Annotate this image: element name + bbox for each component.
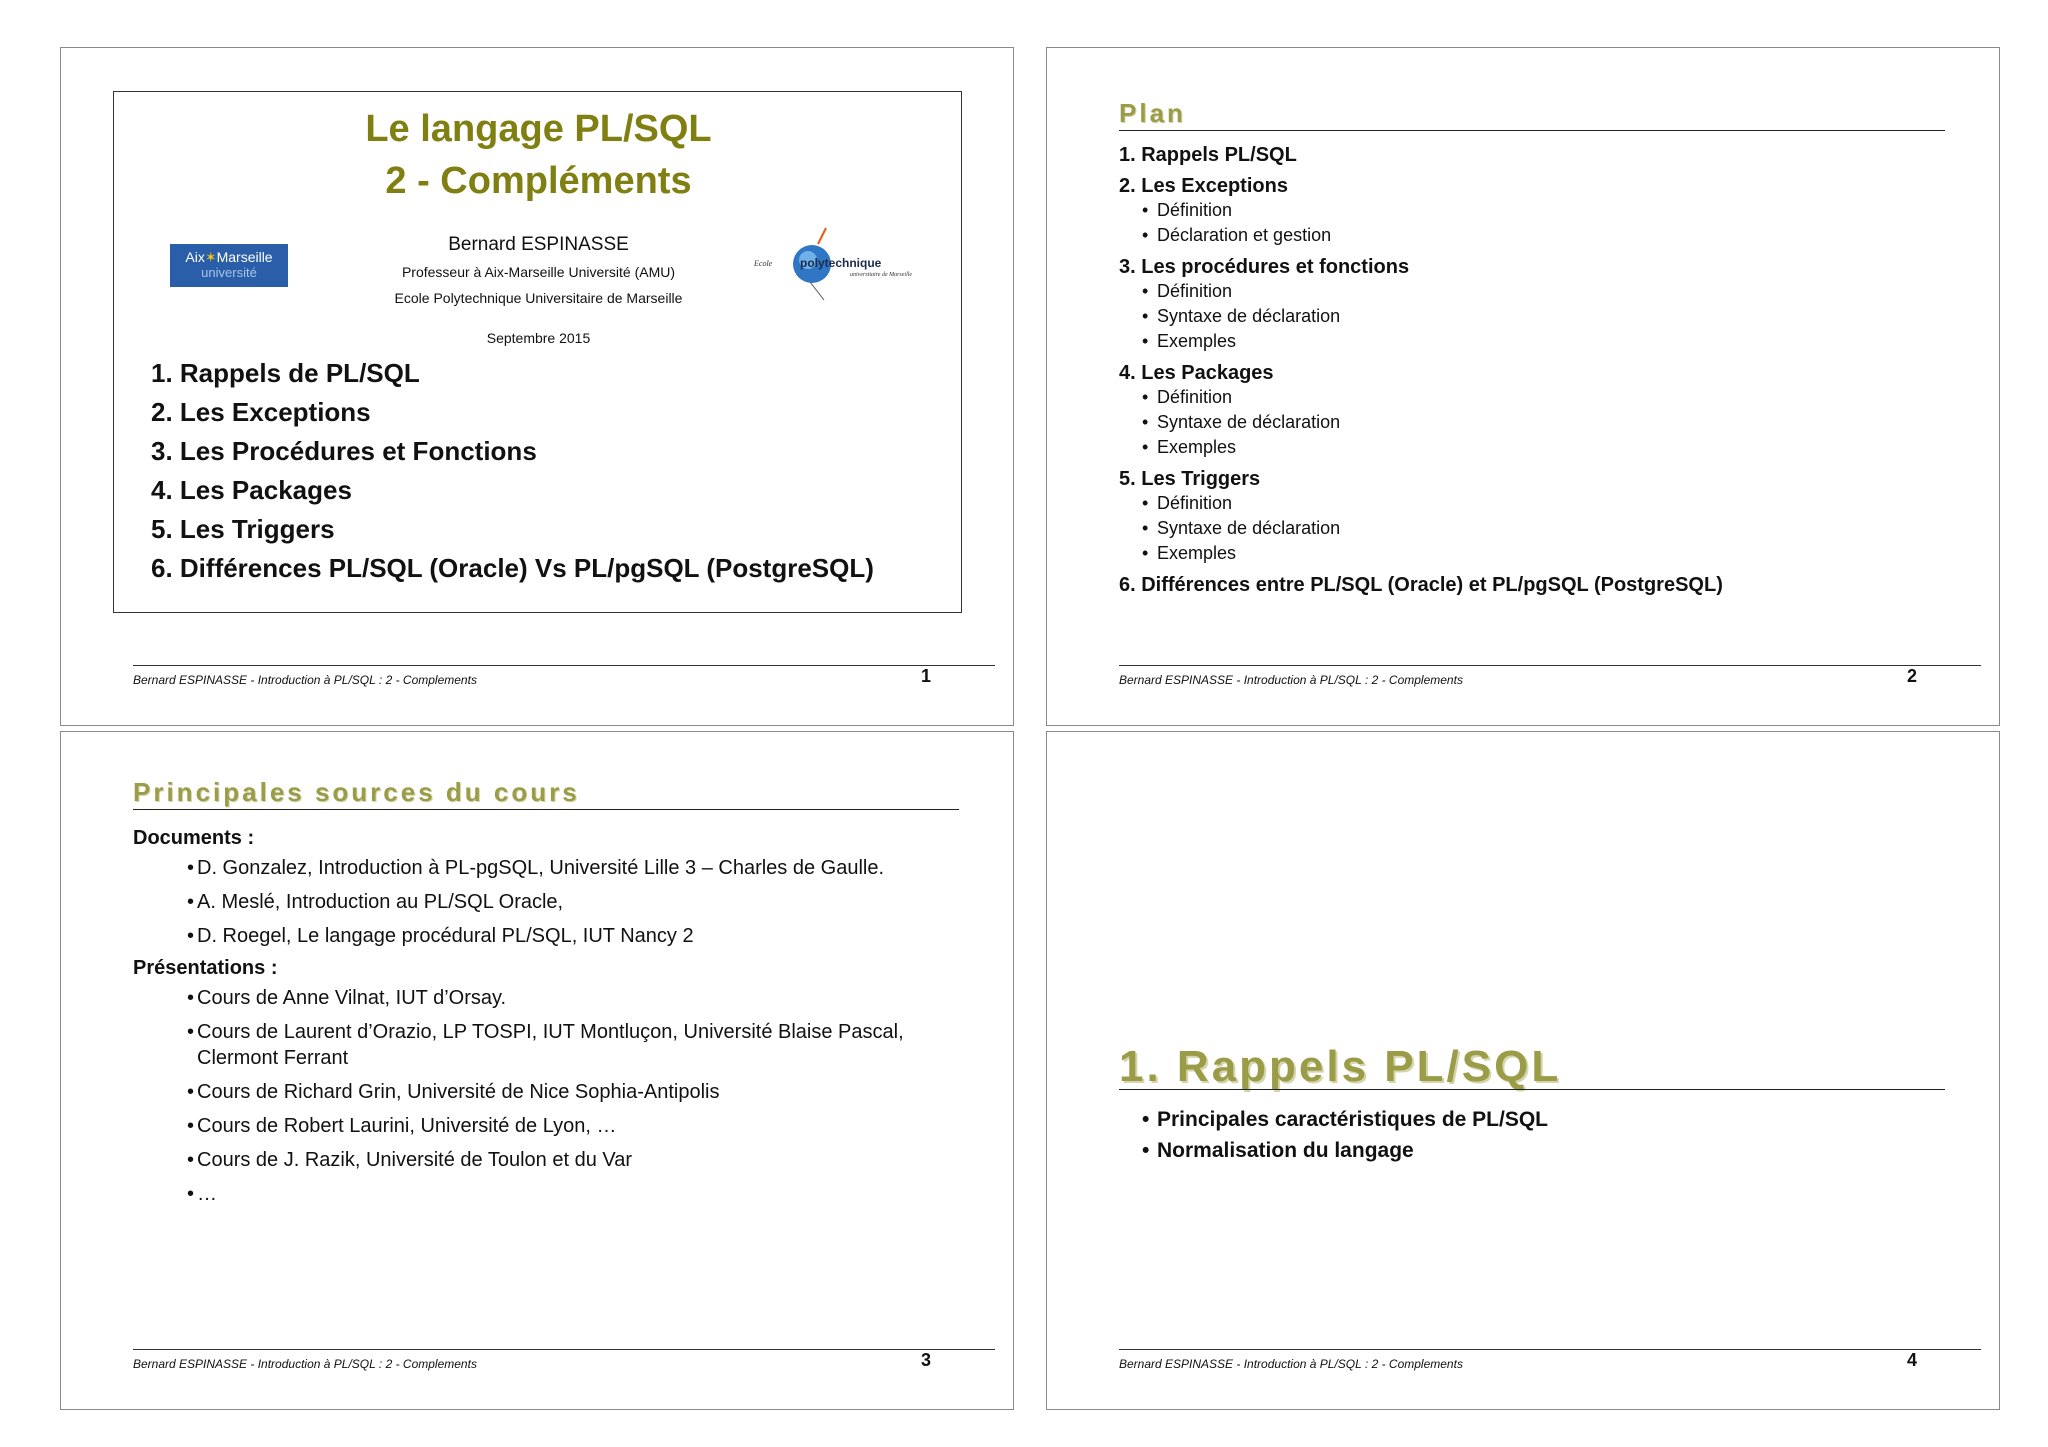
- footer-text: Bernard ESPINASSE - Introduction à PL/SQL : 2 - Complements: [1119, 673, 1463, 687]
- source-item-text: A. Meslé, Introduction au PL/SQL Oracle,: [197, 891, 564, 913]
- footer-divider: [1119, 1349, 1981, 1350]
- date: Septembre 2015: [486, 330, 591, 346]
- slide-title: Principales sources du cours: [133, 777, 580, 807]
- plan-subitem: • Syntaxe de déclaration: [1119, 516, 1723, 541]
- slide-title: Plan: [1119, 98, 1186, 128]
- slide-3: [60, 731, 1014, 1410]
- bullet-icon: •: [187, 1149, 195, 1171]
- slide-4: [1046, 731, 2000, 1410]
- page-number: 4: [1907, 1350, 1918, 1370]
- plan-subitem: • Exemples: [1119, 329, 1723, 354]
- affiliation-2: Ecole Polytechnique Universitaire de Marseille: [394, 290, 683, 306]
- outline-item: 3. Les Procédures et Fonctions: [151, 436, 537, 466]
- source-item: [133, 985, 983, 1011]
- polytech-logo-sub: universitaire de Marseille: [850, 272, 913, 278]
- bullet-icon: •: [187, 891, 195, 913]
- plan-heading: 1. Rappels PL/SQL: [1119, 144, 1297, 166]
- plan-heading: 3. Les procédures et fonctions: [1119, 256, 1410, 278]
- plan-list: [1119, 144, 1723, 597]
- presentations-heading: Présentations :: [133, 957, 278, 979]
- source-item-text: D. Roegel, Le langage procédural PL/SQL, IUT Nancy 2: [197, 925, 694, 947]
- section-topics: [1157, 1104, 1548, 1166]
- section-title: 1. Rappels PL/SQL: [1119, 1042, 1562, 1091]
- page-number: 2: [1907, 666, 1918, 686]
- outline-item: 2. Les Exceptions: [151, 397, 371, 427]
- plan-subitem: • Exemples: [1119, 435, 1723, 460]
- source-item: [133, 889, 983, 915]
- source-item-text: Cours de J. Razik, Université de Toulon et du Var: [197, 1149, 633, 1171]
- affiliation-1: Professeur à Aix-Marseille Université (AMU): [401, 264, 676, 280]
- polytech-logo-main: polytechnique: [800, 256, 882, 270]
- plan-subitem: • Syntaxe de déclaration: [1119, 410, 1723, 435]
- outline-item: 6. Différences PL/SQL (Oracle) Vs PL/pgSQL (PostgreSQL): [151, 553, 874, 583]
- footer-divider: [1119, 665, 1981, 666]
- plan-heading: 6. Différences entre PL/SQL (Oracle) et PL/pgSQL (PostgreSQL): [1119, 574, 1723, 596]
- author-name: Bernard ESPINASSE: [448, 234, 629, 255]
- plan-heading: 5. Les Triggers: [1119, 468, 1261, 490]
- title-underline: [1119, 1089, 1945, 1090]
- source-item-text: Cours de Robert Laurini, Université de Lyon, …: [197, 1115, 617, 1137]
- footer-divider: [133, 665, 995, 666]
- title-box: [113, 91, 962, 613]
- star-icon: ✶: [204, 249, 217, 265]
- polytech-logo-small: Ecole: [754, 259, 773, 268]
- bullet-icon: •: [187, 925, 195, 947]
- page-number: 1: [921, 666, 932, 686]
- footer-text: Bernard ESPINASSE - Introduction à PL/SQL : 2 - Complements: [133, 673, 477, 687]
- amu-logo-text-universite: université: [201, 265, 257, 280]
- plan-subitem: • Déclaration et gestion: [1119, 223, 1723, 248]
- source-item-text: D. Gonzalez, Introduction à PL-pgSQL, Université Lille 3 – Charles de Gaulle.: [197, 857, 885, 879]
- source-item: [133, 1147, 983, 1173]
- title-underline: [133, 809, 959, 810]
- source-item: [133, 1019, 983, 1071]
- plan-subitem: • Définition: [1119, 491, 1723, 516]
- plan-subitem: • Exemples: [1119, 541, 1723, 566]
- sources-list: [133, 824, 983, 1215]
- bullet-icon: •: [187, 1021, 195, 1043]
- title-underline: [1119, 130, 1945, 131]
- outline-item: 1. Rappels de PL/SQL: [151, 358, 420, 388]
- plan-subitem: • Définition: [1119, 385, 1723, 410]
- plan-heading: 4. Les Packages: [1119, 362, 1274, 384]
- slide-1: [60, 47, 1014, 726]
- amu-logo-text-aix: Aix: [185, 249, 205, 265]
- documents-heading: Documents :: [133, 827, 255, 849]
- outline-item: 5. Les Triggers: [151, 514, 335, 544]
- title-line-2: 2 - Compléments: [385, 160, 692, 202]
- bullet-icon: •: [187, 1115, 195, 1137]
- bullet-icon: •: [187, 1183, 195, 1205]
- title-line-1: Le langage PL/SQL: [365, 108, 712, 150]
- plan-subitem: • Syntaxe de déclaration: [1119, 304, 1723, 329]
- amu-logo: [170, 244, 288, 287]
- source-item-text: Cours de Richard Grin, Université de Nice Sophia-Antipolis: [197, 1081, 720, 1103]
- source-item: [133, 855, 983, 881]
- source-item: [133, 1113, 983, 1139]
- source-item: [133, 1181, 983, 1207]
- footer-divider: [133, 1349, 995, 1350]
- plan-subitem: • Définition: [1119, 279, 1723, 304]
- source-item: [133, 1079, 983, 1105]
- plan-heading: 2. Les Exceptions: [1119, 175, 1288, 197]
- plan-subitem: • Définition: [1119, 198, 1723, 223]
- source-item: [133, 923, 983, 949]
- bullet-icon: •: [187, 857, 195, 879]
- source-item-text: Cours de Laurent d’Orazio, LP TOSPI, IUT Montluçon, Université Blaise Pascal, Clermont Ferrant: [197, 1021, 904, 1069]
- outline-item: 4. Les Packages: [151, 475, 352, 505]
- footer-text: Bernard ESPINASSE - Introduction à PL/SQL : 2 - Complements: [1119, 1357, 1463, 1371]
- topic-item: • Principales caractéristiques de PL/SQL: [1157, 1104, 1548, 1135]
- bullet-icon: •: [187, 1081, 195, 1103]
- page-number: 3: [921, 1350, 932, 1370]
- footer-text: Bernard ESPINASSE - Introduction à PL/SQL : 2 - Complements: [133, 1357, 477, 1371]
- amu-logo-text-marseille: Marseille: [216, 249, 273, 265]
- polytech-logo: [752, 222, 922, 302]
- bullet-icon: •: [187, 987, 195, 1009]
- source-item-text: Cours de Anne Vilnat, IUT d’Orsay.: [197, 987, 507, 1009]
- title-slide-outline: [151, 354, 874, 588]
- topic-item: • Normalisation du langage: [1157, 1135, 1548, 1166]
- source-item-text: …: [197, 1183, 217, 1205]
- slide-2: [1046, 47, 2000, 726]
